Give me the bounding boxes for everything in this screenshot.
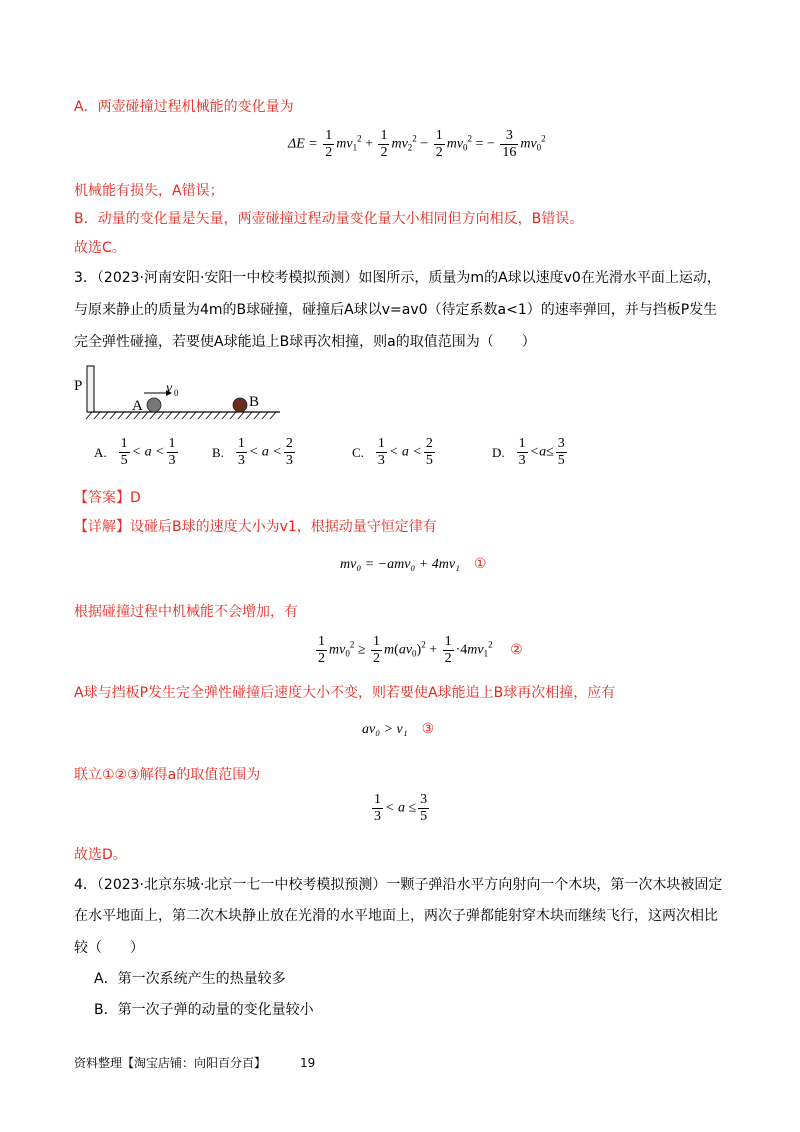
velocity-label: v (166, 381, 173, 396)
equation-2: $\frac{1}{2}$ $mv_0^2$ ≥ $\frac{1}{2}$ $m(av_0)^2$ + $\frac{1}{2}$ $\cdot 4mv_1^2$ ② (318, 634, 523, 666)
q3-figure (74, 362, 286, 422)
rebound-statement: A球与挡板P发生完全弹性碰撞后速度大小不变，则若要使A球能追上B球再次相撞，应有 (74, 685, 616, 701)
ball-a (147, 398, 161, 412)
energy-intro: 根据碰撞过程中机械能不会增加，有 (74, 604, 298, 620)
page-footer (74, 1054, 315, 1071)
option-d[interactable]: D. $\frac{1}{3}$ <a≤ $\frac{3}{5}$ (492, 436, 565, 468)
option-b[interactable]: B. $\frac{1}{3}$ < a < $\frac{2}{3}$ (212, 436, 293, 468)
detail-intro: 【详解】设碰后B球的速度大小为v1，根据动量守恒定律有 (74, 519, 437, 535)
q4-option-b[interactable]: B．第一次子弹的动量的变化量较小 (94, 1002, 314, 1018)
q4-line-3: 较（ ） (74, 940, 144, 956)
plate-label: P (74, 378, 83, 394)
q4-line-1: 4．（2023·北京东城·北京一七一中校考模拟预测）一颗子弹沿水平方向射向一个木块，第一次木块被固定 (74, 877, 723, 893)
q4-line-2: 在水平地面上，第二次木块静止放在光滑的水平地面上，两次子弹都能射穿木块而继续飞行，这两次相比 (74, 908, 718, 924)
option-b-analysis: B．动量的变化量是矢量，两壶碰撞过程动量变化量大小相同但方向相反，B错误。 (74, 211, 584, 227)
option-a[interactable]: A. $\frac{1}{5}$ < a < $\frac{1}{3}$ (94, 436, 176, 468)
equation-1: mv₀ = −amv₀ + 4mv₁ ① (340, 557, 487, 572)
q3-line-3: 完全弹性碰撞，若要使A球能追上B球再次相撞，则a的取值范围为（ ） (74, 334, 536, 350)
q3-line-2: 与原来静止的质量为4m的B球碰撞，碰撞后A球以v=av0（待定系数a<1）的速率弹回，并与挡板P发生 (74, 302, 718, 318)
ball-a-label: A (132, 398, 143, 414)
plate-p (87, 366, 94, 412)
q3-line-1: 3．（2023·河南安阳·安阳一中校考模拟预测）如图所示，质量为m的A球以速度v0在光滑水平面上运动， (74, 270, 721, 286)
energy-change-formula: ΔE = $\frac{1}{2}$ $mv_1^2$ + $\frac{1}{2}$ $mv_2^2$ − $\frac{1}{2}$ $mv_0^2$ = − $\frac{3}{16}$ $mv_0^2$ (288, 128, 546, 160)
velocity-sub: 0 (174, 388, 179, 398)
option-c[interactable]: C. $\frac{1}{3}$ < a < $\frac{2}{5}$ (352, 436, 433, 468)
ball-b-label: B (249, 394, 260, 410)
combine-statement: 联立①②③解得a的取值范围为 (74, 767, 261, 783)
ball-b (233, 398, 247, 412)
result-range: $\frac{1}{3}$ < a ≤ $\frac{3}{5}$ (374, 792, 428, 824)
page-number: 19 (300, 1056, 316, 1070)
option-a-conclusion: 机械能有损失，A错误； (74, 183, 224, 199)
footer-source: 资料整理【淘宝店铺：向阳百分百】 (74, 1056, 267, 1070)
answer-label: 【答案】D (74, 490, 141, 506)
option-a-analysis: A．两壶碰撞过程机械能的变化量为 (74, 99, 294, 115)
q3-options (94, 436, 614, 476)
q4-option-a[interactable]: A．第一次系统产生的热量较多 (94, 971, 286, 987)
final-choice: 故选D。 (74, 847, 127, 863)
ground-hatch (86, 412, 276, 419)
previous-choice: 故选C。 (74, 240, 126, 256)
equation-3: av₀ > v₁ ③ (362, 722, 435, 737)
